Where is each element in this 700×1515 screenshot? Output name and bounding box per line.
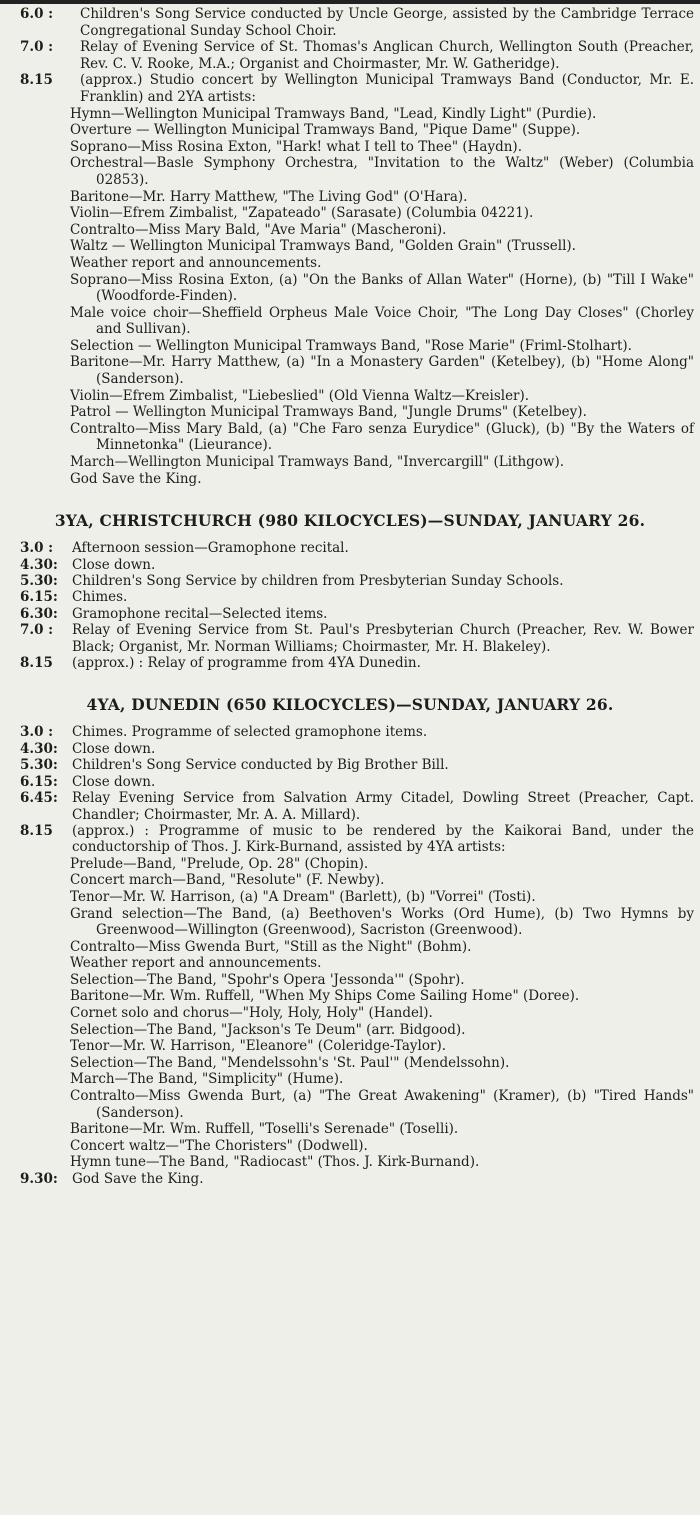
programme-entry [0,622,700,655]
concert-item: Baritone—Mr. Wm. Ruffell, "When My Ships Come Sailing Home" (Doree). [70,988,580,1005]
programme-entry [0,757,700,773]
programme-entry [0,573,700,589]
concert-item: Soprano—Miss Rosina Exton, "Hark! what I tell to Thee" (Haydn). [70,138,522,155]
concert-items [0,856,700,1171]
concert-item: Orchestral—Basle Symphony Orchestra, "Invitation to the Waltz" (Weber) (Columbia 02853). [70,155,694,188]
entry-text: Close down. [72,773,156,790]
concert-item: God Save the King. [70,470,202,487]
concert-item: March—Wellington Municipal Tramways Band, "Invercargill" (Lithgow). [70,454,565,471]
programme-entry [0,741,700,757]
concert-item: Prelude—Band, "Prelude, Op. 28" (Chopin). [70,855,369,872]
entry-text: Afternoon session—Gramophone recital. [72,540,349,557]
concert-item: Contralto—Miss Mary Bald, (a) "Che Faro senza Eurydice" (Gluck), (b) "By the Waters of Minnetonka" (Lieurance). [70,420,694,454]
programme-entry [0,655,700,671]
concert-item: Violin—Efrem Zimbalist, "Liebeslied" (Old Vienna Waltz—Kreisler). [70,387,530,404]
entry-text: (approx.) : Programme of music to be rendered by the Kaikorai Band, under the conductorship of Thos. J. Kirk-Burnand, assisted by 4YA artists: [72,822,694,856]
section-4ya-dunedin [0,695,700,1187]
concert-item: Selection—The Band, "Spohr's Opera 'Jessonda'" (Spohr). [70,971,465,988]
concert-item: Grand selection—The Band, (a) Beethoven's Works (Ord Hume), (b) Two Hymns by Greenwood—Willington (Greenwood), Sacriston (Greenwood). [70,905,694,939]
concert-item: Cornet solo and chorus—"Holy, Holy, Holy" (Handel). [70,1005,433,1022]
entry-time: 7.0 : [20,622,54,639]
concert-item: Concert waltz—"The Choristers" (Dodwell). [70,1137,368,1154]
entry-time: 6.0 : [20,6,54,22]
section-2ya-evening [0,6,700,487]
entry-time: 8.15 [20,72,53,89]
entry-time: 6.45: [20,790,58,807]
concert-item: Contralto—Miss Mary Bald, "Ave Maria" (Mascheroni). [70,221,447,238]
concert-item: Overture — Wellington Municipal Tramways Band, "Pique Dame" (Suppe). [70,122,581,139]
entry-time: 5.30: [20,757,58,774]
programme-entry [0,72,700,105]
programme-entry [0,589,700,605]
concert-item: Selection—The Band, "Mendelssohn's 'St. Paul'" (Mendelssohn). [70,1054,510,1071]
entry-text: Relay of Evening Service from St. Paul's Presbyterian Church (Preacher, Rev. W. Bower Black; Organist, Mr. Norman Williams; Choirmaster, Mr. H. Blakeley). [72,622,694,655]
entry-text: Close down. [72,556,156,573]
entry-text: Chimes. Programme of selected gramophone items. [72,724,428,741]
section-heading: 4YA, DUNEDIN (650 KILOCYCLES)—SUNDAY, JANUARY 26. [86,695,614,715]
concert-item: Male voice choir—Sheffield Orpheus Male Voice Choir, "The Long Day Closes" (Chorley and Sullivan). [70,304,694,338]
concert-item: Contralto—Miss Gwenda Burt, (a) "The Great Awakening" (Kramer), (b) "Tired Hands" (Sanderson). [70,1088,694,1121]
entry-text: Close down. [72,740,156,757]
entry-time: 4.30: [20,556,58,573]
entry-text: God Save the King. [72,1171,204,1187]
concert-item: Selection—The Band, "Jackson's Te Deum" (arr. Bidgood). [70,1021,466,1038]
section-3ya-christchurch [0,511,700,671]
programme-entry [0,1171,700,1187]
programme-entry [0,774,700,790]
entry-time: 3.0 : [20,724,54,741]
concert-items [0,106,700,488]
entry-time: 8.15 [20,822,53,839]
programme-entry [0,557,700,573]
programme-entry [0,6,700,39]
entry-text: (approx.) Studio concert by Wellington Municipal Tramways Band (Conductor, Mr. E. Franklin) and 2YA artists: [80,72,694,105]
entry-time: 6.30: [20,605,58,622]
entry-text: Chimes. [72,589,128,606]
entry-text: Children's Song Service conducted by Uncle George, assisted by the Cambridge Terrace Congregational Sunday School Choir. [80,6,694,39]
concert-item: Weather report and announcements. [70,955,322,972]
programme-entry [0,39,700,72]
concert-item: Hymn—Wellington Municipal Tramways Band, "Lead, Kindly Light" (Purdie). [70,105,597,122]
entry-time: 8.15 [20,655,53,672]
entry-text: Children's Song Service conducted by Big Brother Bill. [72,757,449,774]
concert-item: Concert march—Band, "Resolute" (F. Newby). [70,872,385,889]
concert-item: Hymn tune—The Band, "Radiocast" (Thos. J. Kirk-Burnand). [70,1154,480,1171]
entry-text: Gramophone recital—Selected items. [72,605,328,622]
concert-item: Contralto—Miss Gwenda Burt, "Still as the Night" (Bohm). [70,938,472,955]
concert-item: Tenor—Mr. W. Harrison, "Eleanore" (Coleridge-Taylor). [70,1038,447,1055]
entry-time: 6.15: [20,589,58,606]
entry-text: Relay of Evening Service of St. Thomas's Anglican Church, Wellington South (Preacher, Rev. C. V. Rooke, M.A.; Organist and Choirmaster, Mr. W. Gatheridge). [80,39,694,72]
programme-entry [0,823,700,856]
concert-item: Baritone—Mr. Harry Matthew, "The Living God" (O'Hara). [70,188,468,205]
concert-item: Weather report and announcements. [70,254,322,271]
entry-text: (approx.) : Relay of programme from 4YA Dunedin. [72,655,421,672]
entry-time: 9.30: [20,1171,58,1187]
entry-time: 4.30: [20,740,58,757]
concert-item: Waltz — Wellington Municipal Tramways Band, "Golden Grain" (Trussell). [70,238,576,255]
concert-item: Baritone—Mr. Harry Matthew, (a) "In a Monastery Garden" (Ketelbey), (b) "Home Along" (Sanderson). [70,354,694,388]
programme-entry [0,724,700,740]
top-rule [0,0,700,4]
section-heading: 3YA, CHRISTCHURCH (980 KILOCYCLES)—SUNDAY, JANUARY 26. [54,511,646,531]
concert-item: Baritone—Mr. Wm. Ruffell, "Toselli's Serenade" (Toselli). [70,1121,459,1138]
concert-item: Selection — Wellington Municipal Tramways Band, "Rose Marie" (Friml-Stolhart). [70,337,632,354]
entry-time: 5.30: [20,573,58,590]
entry-time: 6.15: [20,773,58,790]
concert-item: Violin—Efrem Zimbalist, "Zapateado" (Sarasate) (Columbia 04221). [70,205,534,222]
entry-time: 3.0 : [20,540,54,557]
programme-page [0,6,700,1187]
entry-text: Children's Song Service by children from Presbyterian Sunday Schools. [72,573,564,590]
concert-item: Tenor—Mr. W. Harrison, (a) "A Dream" (Barlett), (b) "Vorrei" (Tosti). [70,888,536,905]
concert-item: Patrol — Wellington Municipal Tramways Band, "Jungle Drums" (Ketelbey). [70,404,587,421]
entry-time: 7.0 : [20,39,54,56]
concert-item: March—The Band, "Simplicity" (Hume). [70,1071,344,1088]
programme-entry [0,790,700,823]
programme-entry [0,540,700,556]
entry-text: Relay Evening Service from Salvation Army Citadel, Dowling Street (Preacher, Capt. Chandler; Choirmaster, Mr. A. A. Millard). [72,790,694,823]
programme-entry [0,606,700,622]
concert-item: Soprano—Miss Rosina Exton, (a) "On the Banks of Allan Water" (Horne), (b) "Till I Wake" (Woodforde-Finden). [70,271,694,305]
